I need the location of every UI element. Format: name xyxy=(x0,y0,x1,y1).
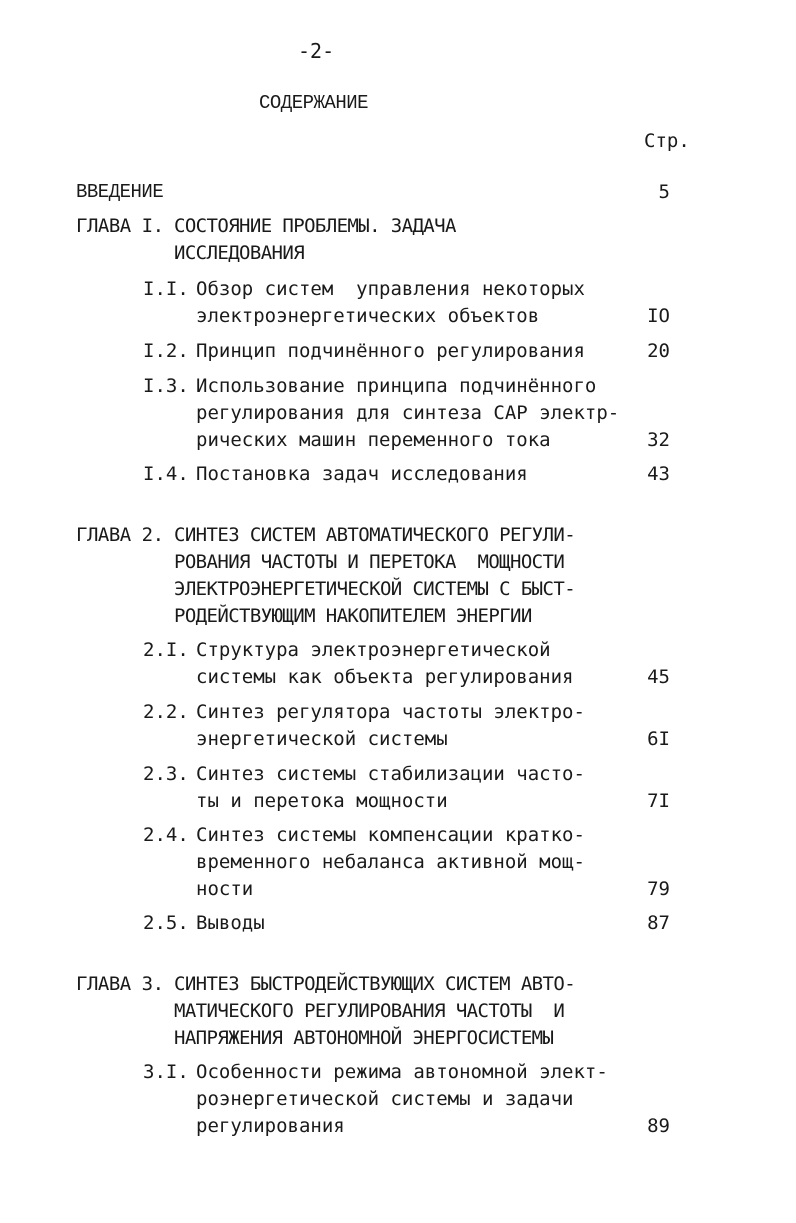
section-2-5-page: 87 xyxy=(647,912,670,934)
section-3-1-page: 89 xyxy=(647,1115,670,1137)
chapter-3-title-line-1: СИНТЕЗ БЫСТРОДЕЙСТВУЮЩИХ СИСТЕМ АВТО- xyxy=(174,973,576,995)
chapter-2-title-line-3: ЭЛЕКТРОЭНЕРГЕТИЧЕСКОЙ СИСТЕМЫ С БЫСТ- xyxy=(174,578,576,600)
intro-page: 5 xyxy=(658,181,670,203)
section-1-2-line-1: Принцип подчинённого регулирования xyxy=(196,340,585,362)
section-1-4-number: I.4. xyxy=(143,463,189,485)
toc-title: СОДЕРЖАНИЕ xyxy=(259,92,369,114)
section-1-1-line-2: электроэнергетических объектов xyxy=(196,305,540,327)
section-2-3-line-2: ты и перетока мощности xyxy=(196,790,448,812)
section-2-2-page: 6I xyxy=(647,728,670,750)
section-2-5-line-1: Выводы xyxy=(196,912,265,934)
section-3-1-line-2: роэнергетической системы и задачи xyxy=(196,1088,574,1110)
section-1-2-page: 20 xyxy=(647,340,670,362)
section-2-4-page: 79 xyxy=(647,878,670,900)
section-2-1-page: 45 xyxy=(647,666,670,688)
section-2-1-number: 2.I. xyxy=(143,639,189,661)
section-2-1-line-1: Структура электроэнергетической xyxy=(196,639,551,661)
section-1-3-number: I.3. xyxy=(143,375,189,397)
section-3-1-number: 3.I. xyxy=(143,1061,189,1083)
section-2-3-number: 2.3. xyxy=(143,763,189,785)
section-2-3-line-1: Синтез системы стабилизации часто- xyxy=(196,763,585,785)
section-1-4-page: 43 xyxy=(647,463,670,485)
section-1-3-line-2: регулирования для синтеза САР электр- xyxy=(196,402,620,424)
page-column-label: Стр. xyxy=(644,130,690,152)
section-1-3-line-3: рических машин переменного тока xyxy=(196,429,551,451)
chapter-3-label: ГЛАВА 3. xyxy=(76,973,164,995)
section-2-2-line-1: Синтез регулятора частоты электро- xyxy=(196,701,585,723)
section-2-4-line-3: ности xyxy=(196,878,254,900)
section-3-1-line-1: Особенности режима автономной элект- xyxy=(196,1061,608,1083)
section-1-1-page: IO xyxy=(647,305,670,327)
intro-label: ВВЕДЕНИЕ xyxy=(76,181,164,203)
section-2-3-page: 7I xyxy=(647,790,670,812)
chapter-2-title-line-4: РОДЕЙСТВУЮЩИМ НАКОПИТЕЛЕМ ЭНЕРГИИ xyxy=(174,605,532,627)
section-2-4-line-1: Синтез системы компенсации кратко- xyxy=(196,824,585,846)
chapter-3-title-line-2: МАТИЧЕСКОГО РЕГУЛИРОВАНИЯ ЧАСТОТЫ И xyxy=(174,1000,565,1022)
section-2-2-line-2: энергетической системы xyxy=(196,728,448,750)
section-2-1-line-2: системы как объекта регулирования xyxy=(196,666,574,688)
chapter-1-title-line-1: СОСТОЯНИЕ ПРОБЛЕМЫ. ЗАДАЧА xyxy=(174,215,456,237)
section-2-5-number: 2.5. xyxy=(143,912,189,934)
section-1-4-line-1: Постановка задач исследования xyxy=(196,463,528,485)
section-1-3-page: 32 xyxy=(647,429,670,451)
section-2-4-line-2: временного небаланса активной мощ- xyxy=(196,851,585,873)
section-1-2-number: I.2. xyxy=(143,340,189,362)
section-2-4-number: 2.4. xyxy=(143,824,189,846)
section-1-3-line-1: Использование принципа подчинённого xyxy=(196,375,597,397)
section-1-1-line-1: Обзор систем управления некоторых xyxy=(196,278,585,300)
chapter-1-title-line-2: ИССЛЕДОВАНИЯ xyxy=(174,242,305,264)
section-1-1-number: I.I. xyxy=(143,278,189,300)
section-3-1-line-3: регулирования xyxy=(196,1115,345,1137)
chapter-2-label: ГЛАВА 2. xyxy=(76,524,164,546)
page-number: -2- xyxy=(298,39,335,63)
chapter-3-title-line-3: НАПРЯЖЕНИЯ АВТОНОМНОЙ ЭНЕРГОСИСТЕМЫ xyxy=(174,1027,554,1049)
section-2-2-number: 2.2. xyxy=(143,701,189,723)
chapter-1-label: ГЛАВА I. xyxy=(76,215,164,237)
chapter-2-title-line-2: РОВАНИЯ ЧАСТОТЫ И ПЕРЕТОКА МОЩНОСТИ xyxy=(174,551,565,573)
chapter-2-title-line-1: СИНТЕЗ СИСТЕМ АВТОМАТИЧЕСКОГО РЕГУЛИ- xyxy=(174,524,576,546)
